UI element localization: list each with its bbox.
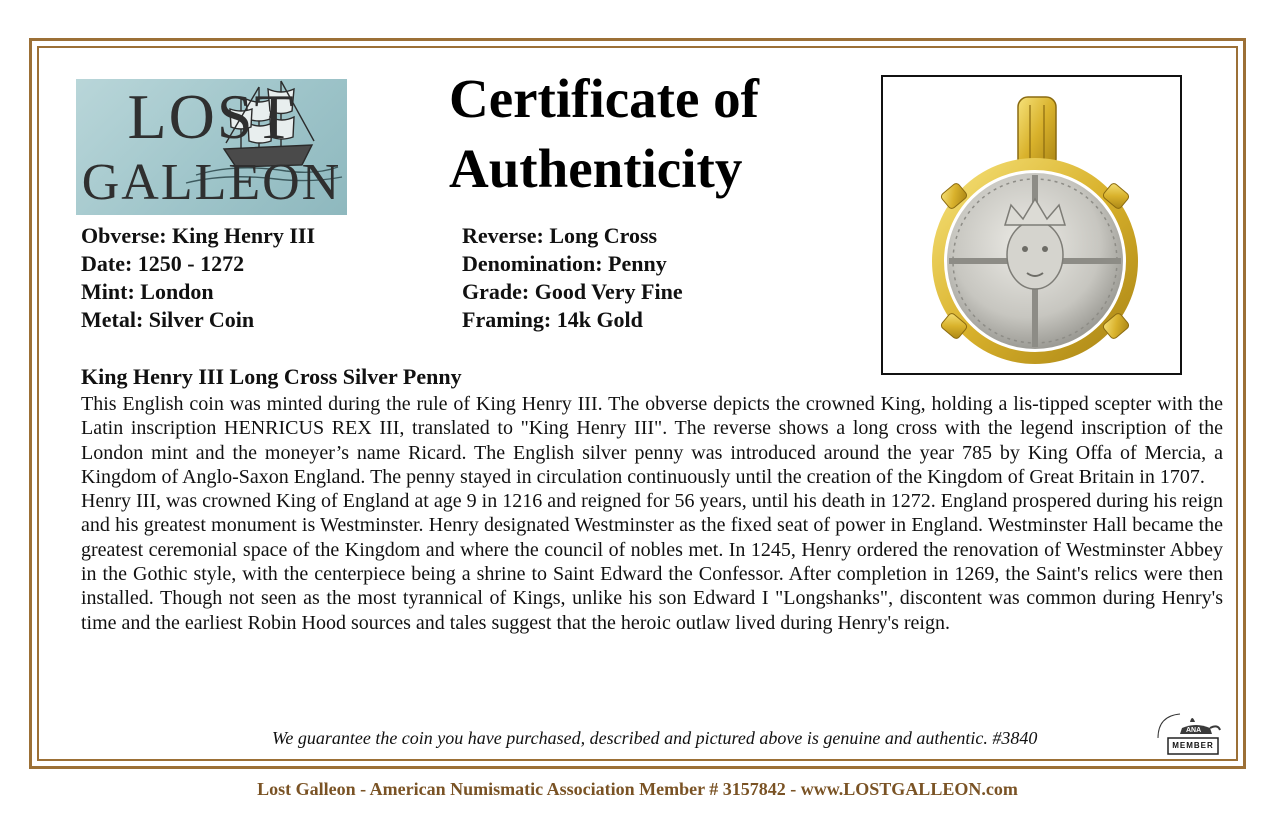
ana-member-badge — [1152, 708, 1224, 758]
specs-left-column — [81, 222, 315, 334]
description-paragraph-2: Henry III, was crowned King of England at age 9 in 1216 and reigned for 56 years, until his death in 1272. England prospered during his reign and his greatest monument is Westminster. Henry designated Westminster as the fixed seat of power in England. Westminster Hall became the greatest ceremonial space of the Kingdom and where the council of nobles met. In 1245, Henry ordered the renovation of Westminster Abbey in the Gothic style, with the centerpiece being a shrine to Saint Edward the Confessor. After completion in 1269, the Saint's relics were then installed. Though not seen as the most tyrannical of Kings, unlike his son Edward I "Longshanks", discontent was common during Henry's time and the earliest Robin Hood sources and tales suggest that the heroic outlaw lived during Henry's reign. — [81, 490, 1223, 634]
ana-badge-bottom: MEMBER — [1172, 741, 1214, 750]
description-paragraph-1: This English coin was minted during the rule of King Henry III. The obverse depicts the crowned King, holding a lis-tipped scepter with the Latin inscription HENRICUS REX III, translated to "King Henry III". The reverse shows a long cross with the legend inscription of the London mint and the moneyer’s name Ricard. The English silver penny was introduced around the year 785 by King Offa of Mercia, a Kingdom of Anglo-Saxon England. The penny stayed in circulation continuously until the creation of the Kingdom of Great Britain in 1707. — [81, 393, 1223, 488]
footer-membership-line: Lost Galleon - American Numismatic Association Member # 3157842 - www.LOSTGALLEON.com — [257, 779, 1018, 799]
ana-badge-top: ANA — [1186, 727, 1202, 734]
title-line-1: Certificate of — [449, 68, 759, 129]
spec-framing: Framing: 14k Gold — [462, 307, 643, 332]
spec-mint: Mint: London — [81, 279, 214, 304]
coin-pendant-image — [883, 77, 1180, 373]
spec-reverse: Reverse: Long Cross — [462, 223, 658, 248]
spec-date: Date: 1250 - 1272 — [81, 251, 245, 276]
coin-description-heading: King Henry III Long Cross Silver Penny — [81, 364, 462, 389]
guarantee-statement: We guarantee the coin you have purchased, described and pictured above is genuine and authentic. #3840 — [272, 728, 1038, 748]
spec-denomination: Denomination: Penny — [462, 251, 667, 276]
logo-text-lost: LOST — [127, 81, 296, 152]
coin-description-body — [81, 392, 1223, 635]
spec-obverse: Obverse: King Henry III — [81, 223, 316, 248]
spec-grade: Grade: Good Very Fine — [462, 279, 683, 304]
spec-metal: Metal: Silver Coin — [81, 307, 255, 332]
title-line-2: Authenticity — [449, 138, 743, 199]
coin-photo — [881, 75, 1182, 375]
specs-right-column — [462, 222, 683, 334]
lost-galleon-logo — [76, 79, 347, 215]
certificate-title — [449, 64, 849, 204]
logo-text-galleon: GALLEON — [81, 154, 342, 211]
